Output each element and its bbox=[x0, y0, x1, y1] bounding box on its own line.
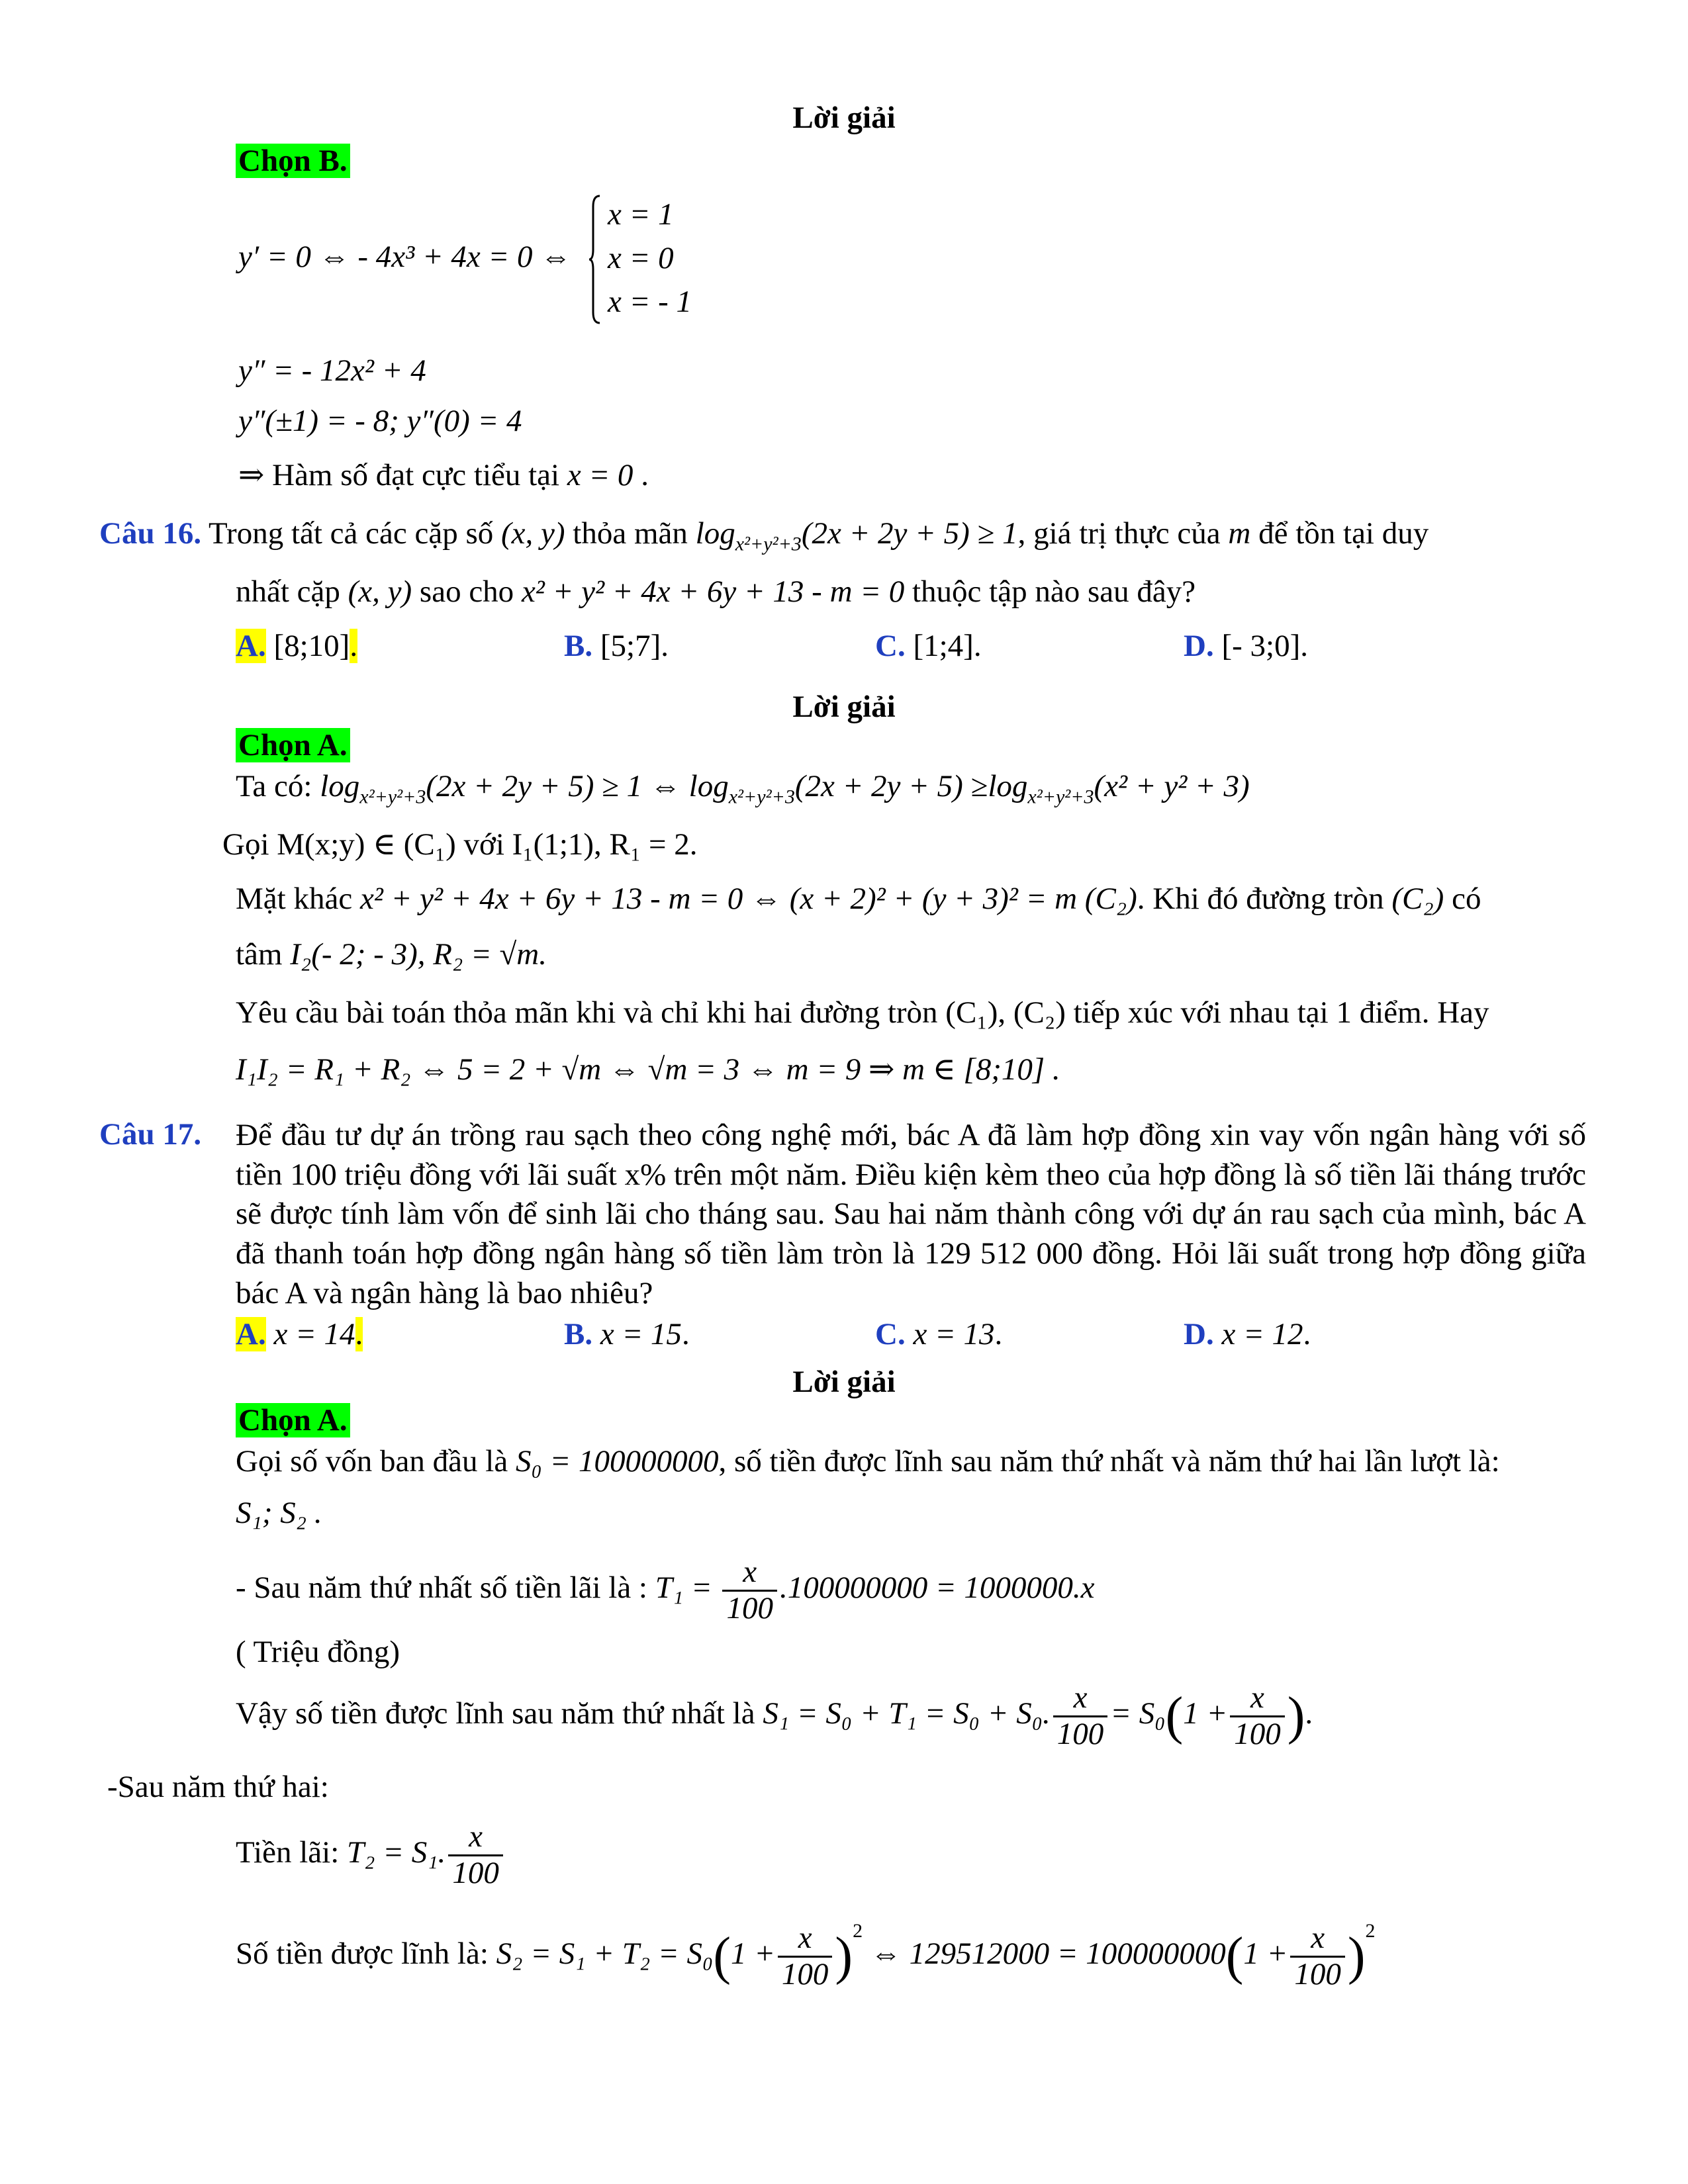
q17-solution-line-1: Gọi số vốn ban đầu là S₀ = 100000000, số tiền được lĩnh sau năm thứ nhất và năm thứ hai lần lượt là: bbox=[236, 1444, 1500, 1479]
question-17-text: Để đầu tư dự án trồng rau sạch theo công nghệ mới, bác A đã làm hợp đồng xin vay vốn ngân hàng với số tiền 100 triệu đồng với lãi suất x% trên một năm. Điều kiện kèm theo của hợp đồng là số tiền lãi tháng trước sẽ được tính làm vốn để sinh lãi cho tháng sau. Sau hai năm thành công với dự án rau sạch của mình, bác A đã thanh toán hợp đồng ngân hàng số tiền làm tròn là 129 512 000 đồng. Hỏi lãi suất trong hợp đồng giữa bác A và ngân hàng là bao nhiêu? bbox=[236, 1118, 1586, 1310]
root-2: x = 0 bbox=[608, 240, 674, 275]
fraction: $\frac{x}{100}$ bbox=[778, 1921, 833, 1991]
q16-option-a[interactable]: A. [8;10]. bbox=[236, 629, 358, 663]
q16-solution-line-3: Mặt khác x² + y² + 4x + 6y + 13 - m = 0 ⇔ (x + 2)² + (y + 3)² = m (C₂). Khi đó đường tròn (C₂) có bbox=[236, 882, 1481, 916]
q17-option-d[interactable]: D. x = 12. bbox=[1184, 1317, 1311, 1351]
q16-solution-line-5: Yêu cầu bài toán thỏa mãn khi và chỉ khi hai đường tròn (C₁), (C₂) tiếp xúc với nhau tại 1 điểm. Hay bbox=[236, 995, 1489, 1030]
q16-option-d[interactable]: D. [- 3;0]. bbox=[1184, 629, 1308, 663]
q17-solution-line-7: Tiền lãi: T₂ = S₁. $\frac{x}{100}$ bbox=[236, 1820, 506, 1890]
root-1: x = 1 bbox=[608, 197, 674, 232]
q17-option-b[interactable]: B. x = 15. bbox=[564, 1317, 690, 1351]
second-derivative: y″ = - 12x² + 4 bbox=[238, 353, 426, 388]
left-brace-icon bbox=[589, 193, 602, 326]
derivative-equation: y′ = 0 ⇔ - 4x³ + 4x = 0 ⇔ bbox=[238, 240, 572, 274]
q17-option-c[interactable]: C. x = 13. bbox=[875, 1317, 1003, 1351]
fraction: $\frac{x}{100}$ bbox=[1290, 1921, 1345, 1991]
question-16-line-1: Câu 16. Trong tất cả các cặp số (x, y) thỏa mãn $\log_{x^2+y^2+3}(2x + 2y + 5) \ge 1$, giá trị thực của m để tồn tại duy bbox=[99, 516, 1429, 555]
q17-solution-heading: Lời giải bbox=[792, 1365, 896, 1399]
conclusion-line: ⇒ Hàm số đạt cực tiểu tại x = 0 . bbox=[238, 458, 649, 492]
q16-solution-line-4: tâm I₂(- 2; - 3), R₂ = √m. bbox=[236, 937, 547, 972]
fraction: $\frac{x}{100}$ bbox=[448, 1820, 503, 1890]
q16-solution-line-6: I₁I₂ = R₁ + R₂ ⇔ 5 = 2 + √m ⇔ √m = 3 ⇔ m = 9 ⇒ m ∈ [8;10] . bbox=[236, 1052, 1060, 1087]
system-brace bbox=[589, 193, 602, 334]
fraction: $\frac{x}{100}$ bbox=[722, 1555, 777, 1625]
second-derivative-values: y″(±1) = - 8; y″(0) = 4 bbox=[238, 404, 522, 438]
q17-solution-line-6: -Sau năm thứ hai: bbox=[107, 1770, 329, 1804]
question-16-line-2: nhất cặp (x, y) sao cho x² + y² + 4x + 6y + 13 - m = 0 thuộc tập nào sau đây? bbox=[236, 574, 1196, 609]
q16-choose-answer: Chọn A. bbox=[236, 727, 350, 764]
q16-solution-line-1: Ta có: $\log_{x^2+y^2+3}(2x + 2y + 5) \ge 1$ ⇔ $\log_{x^2+y^2+3}(2x + 2y + 5) \ge\log_{x^2+y^2+3}(x^2 + y^2 + 3)$ bbox=[236, 769, 1250, 808]
system-roots bbox=[608, 193, 692, 324]
q17-choose-answer: Chọn A. bbox=[236, 1402, 350, 1439]
fraction: $\frac{x}{100}$ bbox=[1230, 1681, 1285, 1751]
q17-solution-line-8: Số tiền được lĩnh là: S₂ = S₁ + T₂ = S₀(1 + $\frac{x}{100}$ )$^2$ ⇔ 129512000 = 100000000(1 + $\frac{x}{100}$ )$^2$ bbox=[236, 1920, 1376, 1991]
question-16-label: Câu 16. bbox=[99, 516, 202, 551]
question-17-label: Câu 17. bbox=[99, 1117, 202, 1152]
q17-solution-line-5: Vậy số tiền được lĩnh sau năm thứ nhất là S₁ = S₀ + T₁ = S₀ + S₀. $\frac{x}{100}$ = S₀(1 + $\frac{x}{100}$ ). bbox=[236, 1680, 1313, 1751]
q17-solution-line-2: S₁; S₂ . bbox=[236, 1496, 322, 1530]
q16-solution-heading: Lời giải bbox=[792, 690, 896, 724]
q17-solution-line-4: ( Triệu đồng) bbox=[236, 1635, 400, 1669]
choose-answer-b: Chọn B. bbox=[236, 142, 350, 179]
q16-option-b[interactable]: B. [5;7]. bbox=[564, 629, 669, 663]
q17-solution-line-3: - Sau năm thứ nhất số tiền lãi là : T₁ = $\frac{x}{100}$ .100000000 = 1000000.x bbox=[236, 1555, 1095, 1625]
q16-solution-line-2: Gọi M(x;y) ∈ (C₁) với I₁(1;1), R₁ = 2. bbox=[222, 827, 698, 862]
fraction: $\frac{x}{100}$ bbox=[1053, 1681, 1108, 1751]
q16-option-c[interactable]: C. [1;4]. bbox=[875, 629, 982, 663]
root-3: x = - 1 bbox=[608, 284, 692, 319]
solution-heading: Lời giải bbox=[792, 101, 896, 135]
q17-option-a[interactable]: A. x = 14. bbox=[236, 1317, 363, 1351]
